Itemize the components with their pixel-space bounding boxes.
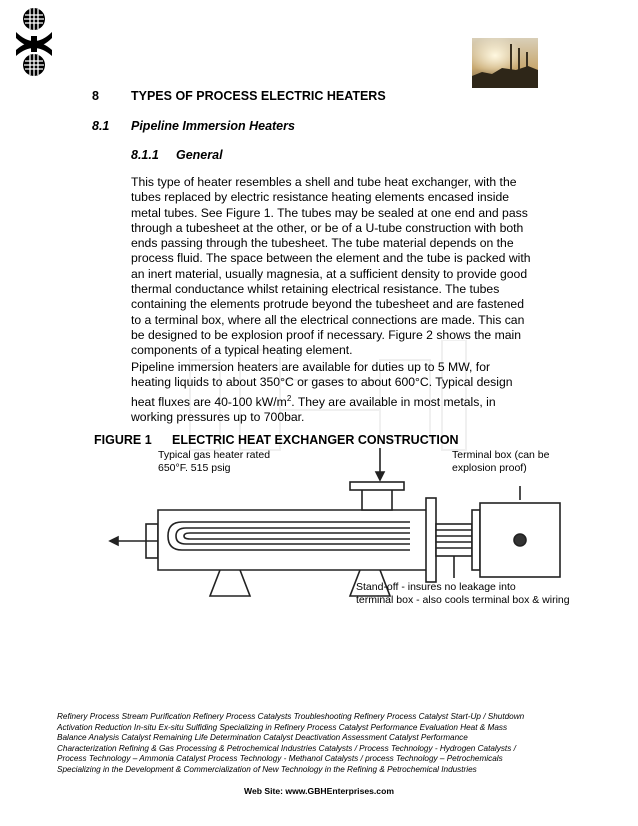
shell bbox=[158, 510, 430, 570]
text-line: containing the elements protrude beyond the tubesheet and are fastened bbox=[131, 297, 524, 312]
footer-line: Activation Reduction In-situ Ex-situ Sulfiding Specializing in Refinery Process Catalyst Performance Evaluation Heat & Mass bbox=[57, 722, 508, 732]
text-line: components of a typical heating element. bbox=[131, 343, 353, 358]
section-number: 8 bbox=[92, 89, 99, 103]
footer-line: Process Technology – Ammonia Catalyst Process Technology - Methanol Catalysts / process Technology – Petrochemicals bbox=[57, 754, 503, 764]
tubesheet-flange bbox=[426, 498, 436, 582]
subsection-number: 8.1 bbox=[92, 119, 110, 133]
footer-services bbox=[57, 712, 587, 776]
subsubsection-number: 8.1.1 bbox=[131, 148, 159, 162]
annotation-line: 650°F. 515 psig bbox=[158, 461, 231, 474]
text-line: through a tubesheet at the other, or be of a U-tube construction with both bbox=[131, 220, 524, 235]
refinery-photo bbox=[472, 38, 538, 88]
outlet-arrowhead bbox=[110, 537, 118, 545]
text-line: to a terminal box, where all the electrical connections are made. This can bbox=[131, 312, 525, 327]
footer-line: Characterization Refining & Gas Processing & Petrochemical Industries Catalysts / Process Technology - Hydrogen Catalysts / bbox=[57, 743, 516, 753]
text-line: working pressures up to 700bar. bbox=[131, 409, 305, 424]
annotation-line: terminal box - also cools terminal box & wiring bbox=[356, 594, 570, 606]
text-line: be designed to be explosion proof if necessary. Figure 2 shows the main bbox=[131, 327, 521, 342]
conduit-port bbox=[514, 534, 526, 546]
text-line: tubes replaced by electric resistance heating elements encased inside bbox=[131, 190, 510, 205]
superscript: 2 bbox=[286, 393, 292, 403]
annotation-terminal-box bbox=[452, 449, 549, 474]
website-link[interactable]: Web Site: www.GBHEnterprises.com bbox=[244, 786, 394, 796]
inlet-arrowhead bbox=[376, 472, 384, 480]
inlet-nozzle bbox=[362, 488, 392, 510]
inlet-flange bbox=[350, 482, 404, 490]
footer-line: Balance Analysis Catalyst Remaining Life Determination Catalyst Deactivation Assessment Catalyst Performance bbox=[57, 733, 468, 743]
text-line: an inert material, usually magnesia, at a sufficient density to provide good bbox=[131, 266, 528, 281]
paragraph-ratings bbox=[131, 360, 551, 425]
stand-off bbox=[436, 524, 472, 556]
subsubsection-title: General bbox=[176, 148, 223, 162]
annotation-line: explosion proof) bbox=[452, 461, 527, 474]
text-line: Pipeline immersion heaters are available for duties up to 5 MW, for bbox=[131, 360, 491, 374]
annotation-stand-off bbox=[356, 581, 570, 607]
annotation-gas-heater bbox=[158, 449, 270, 474]
section-title: TYPES OF PROCESS ELECTRIC HEATERS bbox=[131, 89, 386, 103]
text-line: ends passing through the tubesheet. The tube material depends on the bbox=[131, 236, 514, 251]
figure-label: FIGURE 1 bbox=[94, 433, 152, 447]
footer-line: Specializing in the Development & Commercialization of New Technology in the Refining & Petrochemical Industries bbox=[57, 764, 477, 774]
text-line: This type of heater resembles a shell and tube heat exchanger, with the bbox=[131, 175, 517, 189]
company-logo-icon bbox=[10, 6, 58, 78]
text-fragment: heat fluxes are 40-100 kW/m bbox=[131, 394, 287, 409]
figure-title: ELECTRIC HEAT EXCHANGER CONSTRUCTION bbox=[172, 433, 459, 447]
terminal-box-flange bbox=[472, 510, 480, 570]
text-line: heating liquids to about 350°C or gases to about 600°C. Typical design bbox=[131, 375, 513, 390]
paragraph-general bbox=[131, 175, 551, 359]
subsection-title: Pipeline Immersion Heaters bbox=[131, 119, 295, 133]
text-line: process fluid. The space between the element and the tube is packed with bbox=[131, 251, 531, 266]
support-leg-left bbox=[210, 570, 250, 596]
text-fragment: . They are available in most metals, in bbox=[291, 394, 496, 409]
annotation-line: Terminal box (can be bbox=[452, 449, 550, 461]
annotation-line: Stand-off - insures no leakage into bbox=[356, 581, 516, 593]
text-line bbox=[131, 391, 551, 410]
footer-line: Refinery Process Stream Purification Refinery Process Catalysts Troubleshooting Refinery Process Catalyst Start-Up / Shutdown bbox=[57, 712, 525, 721]
text-line: thermal conductance whilst retaining electrical resistance. The tubes bbox=[131, 282, 500, 297]
annotation-line: Typical gas heater rated bbox=[158, 449, 271, 461]
text-line: metal tubes. See Figure 1. The tubes may be sealed at one end and pass bbox=[131, 205, 528, 220]
